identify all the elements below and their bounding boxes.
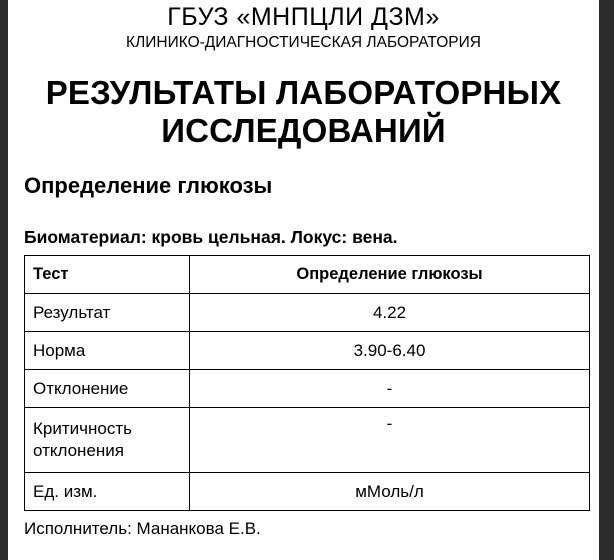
row-value-units: мМоль/л: [190, 473, 590, 511]
organization-name: ГБУЗ «МНПЦЛИ ДЗМ»: [167, 3, 440, 31]
row-label-result: Результат: [25, 294, 190, 332]
row-value-criticality: -: [190, 408, 590, 473]
table-row: [25, 332, 590, 370]
biomaterial-info: Биоматериал: кровь цельная. Локус: вена.: [24, 227, 398, 247]
table-row: [25, 294, 590, 332]
document-title-line-1: РЕЗУЛЬТАТЫ ЛАБОРАТОРНЫХ: [45, 74, 562, 111]
row-label-criticality: [25, 408, 190, 473]
section-title: Определение глюкозы: [24, 173, 273, 198]
table-header-row: [25, 256, 590, 294]
row-label-deviation: Отклонение: [25, 370, 190, 408]
row-label-criticality-line-2: отклонения: [33, 441, 124, 460]
document-title: [8, 74, 599, 150]
performer: Исполнитель: Мананкова Е.В.: [24, 519, 261, 538]
table-row: [25, 408, 590, 473]
table-row: [25, 370, 590, 408]
row-value-deviation: -: [190, 370, 590, 408]
header-value: Определение глюкозы: [190, 256, 590, 294]
row-label-criticality-line-1: Критичность: [33, 419, 132, 438]
lab-report-page: [8, 0, 599, 560]
row-label-units: Ед. изм.: [25, 473, 190, 511]
document-title-line-2: ИССЛЕДОВАНИЙ: [161, 112, 446, 149]
row-value-result: 4.22: [190, 294, 590, 332]
header-test: Тест: [25, 256, 190, 294]
row-value-norm: 3.90-6.40: [190, 332, 590, 370]
results-table: [24, 255, 590, 511]
row-label-norm: Норма: [25, 332, 190, 370]
organization-subtitle: КЛИНИКО-ДИАГНОСТИЧЕСКАЯ ЛАБОРАТОРИЯ: [126, 34, 481, 51]
table-row: [25, 473, 590, 511]
